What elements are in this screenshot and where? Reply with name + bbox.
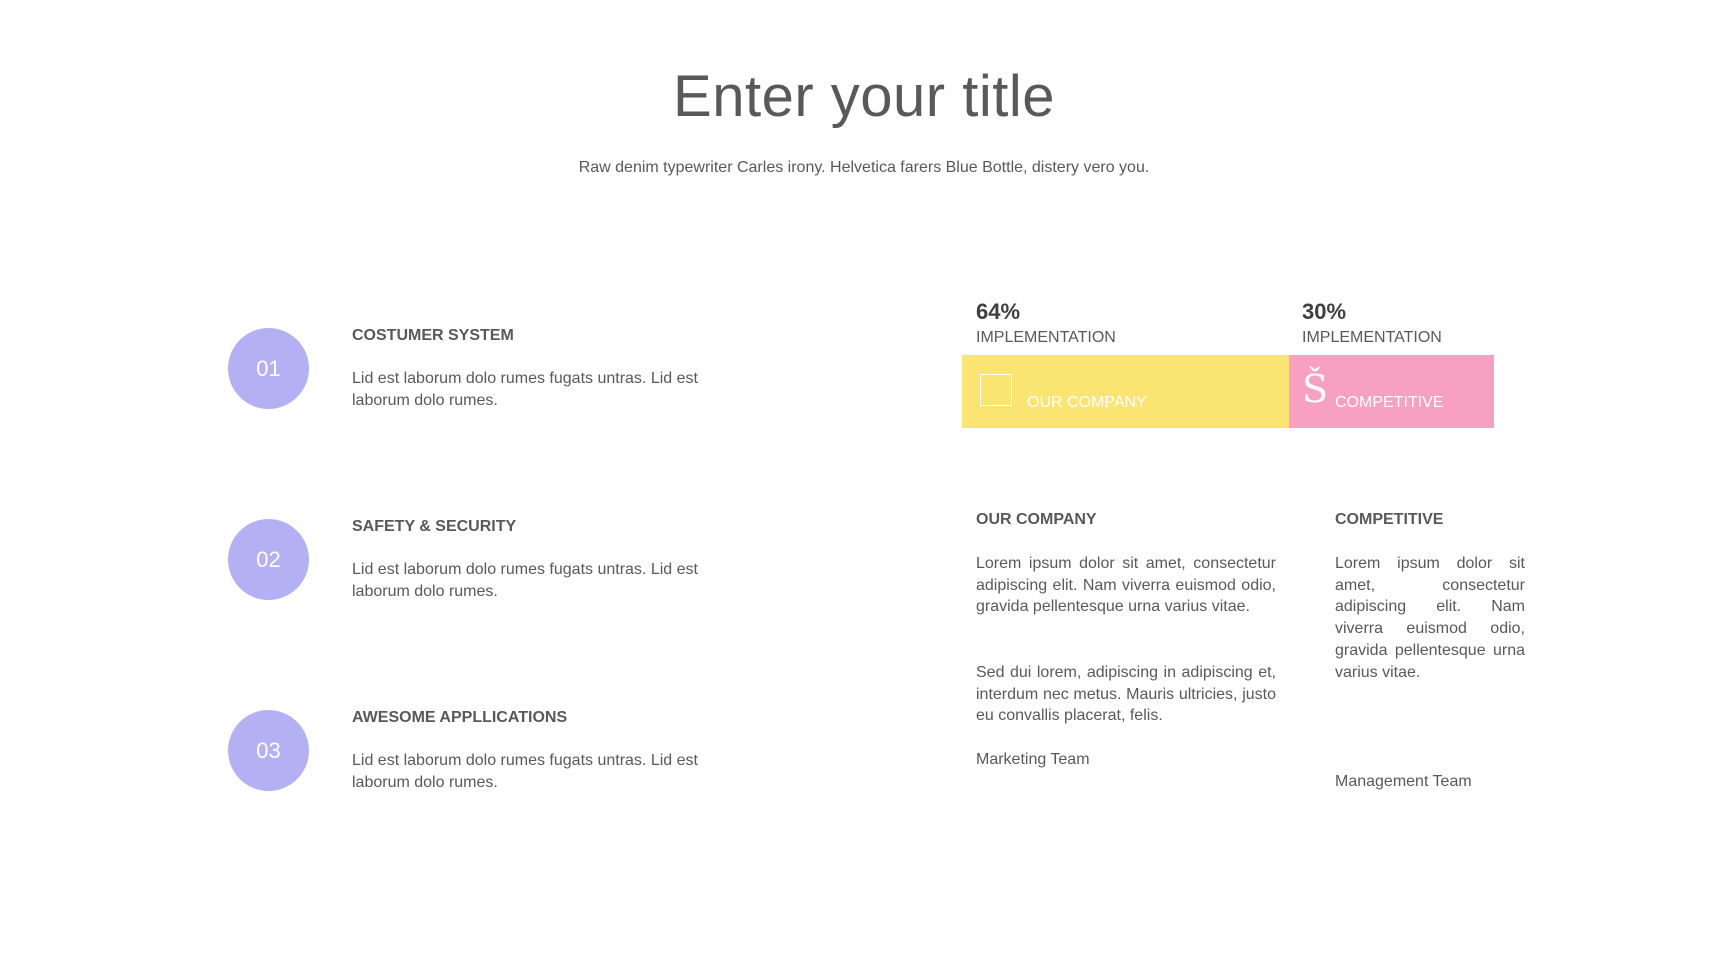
feature-title: COSTUMER SYSTEM [352, 327, 514, 344]
feature-number-badge: 03 [228, 710, 309, 791]
competitive-bar-label: COMPETITIVE [1335, 394, 1444, 411]
competitive-percent: 30% [1302, 299, 1347, 324]
our-company-bar-label: OUR COMPANY [1027, 394, 1147, 411]
competitive-bar [1289, 355, 1494, 428]
our-company-percent: 64% [976, 299, 1021, 324]
feature-text: Lid est laborum dolo rumes fugats untras. Lid est laborum dolo rumes. [352, 370, 698, 409]
page-title: Enter your title [673, 64, 1055, 129]
feature-title: SAFETY & SECURITY [352, 518, 517, 535]
square-outline-icon [980, 374, 1012, 406]
feature-number-badge: 02 [228, 519, 309, 600]
our-company-caption: IMPLEMENTATION [976, 329, 1116, 346]
our-company-bar [962, 355, 1289, 428]
feature-title: AWESOME APPLLICATIONS [352, 709, 568, 726]
our-company-signature: Marketing Team [976, 751, 1090, 768]
feature-text: Lid est laborum dolo rumes fugats untras. Lid est laborum dolo rumes. [352, 561, 698, 600]
s-caron-icon: Š [1302, 367, 1329, 411]
our-company-heading: OUR COMPANY [976, 511, 1097, 528]
competitive-paragraph: Lorem ipsum dolor sit amet, consectetur adipiscing elit. Nam viverra euismod odio, gravida pellentesque urna varius vitae. [1335, 555, 1525, 681]
our-company-paragraph: Lorem ipsum dolor sit amet, consectetur adipiscing elit. Nam viverra euismod odio, gravida pellentesque urna varius vitae. [976, 555, 1276, 616]
feature-text: Lid est laborum dolo rumes fugats untras. Lid est laborum dolo rumes. [352, 752, 698, 791]
competitive-signature: Management Team [1335, 773, 1472, 790]
our-company-paragraph: Sed dui lorem, adipiscing in adipiscing et, interdum nec metus. Mauris ultricies, justo eu convallis placerat, felis. [976, 664, 1276, 725]
page-subtitle: Raw denim typewriter Carles irony. Helvetica farers Blue Bottle, distery vero you. [578, 159, 1150, 176]
competitive-caption: IMPLEMENTATION [1302, 329, 1442, 346]
competitive-heading: COMPETITIVE [1335, 511, 1444, 528]
feature-number-badge: 01 [228, 328, 309, 409]
